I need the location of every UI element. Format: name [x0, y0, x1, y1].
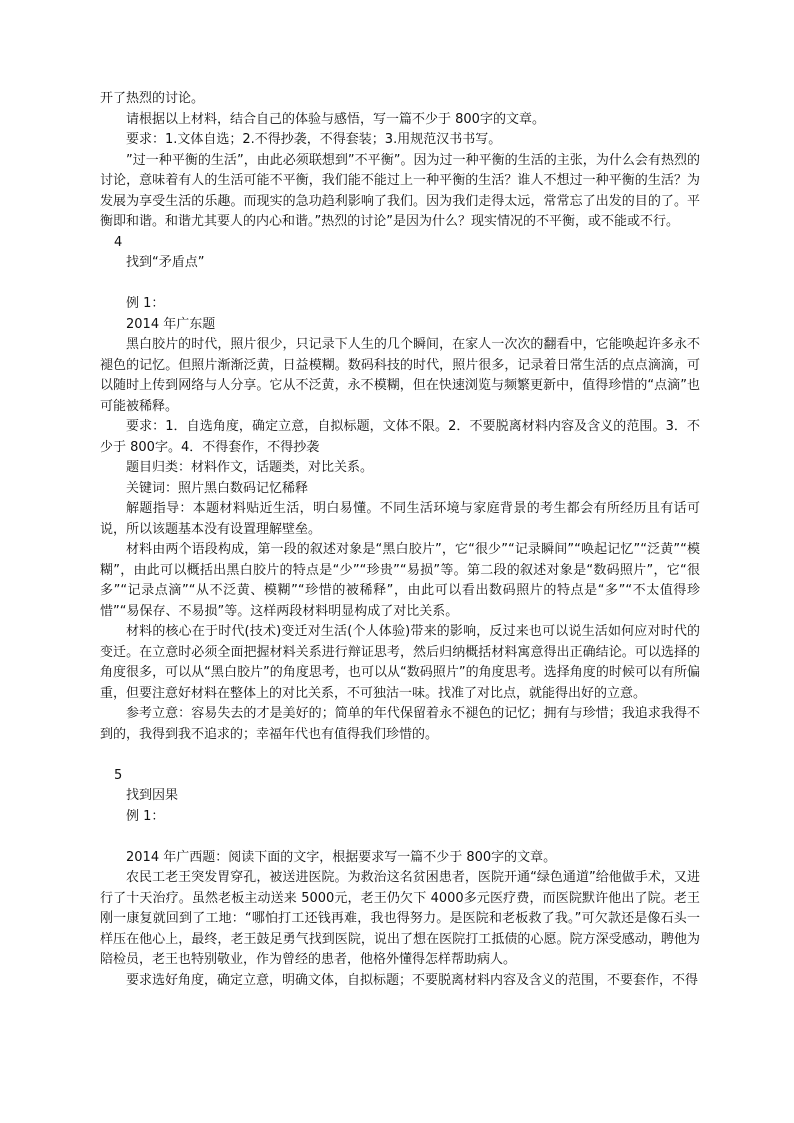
section-title-contradiction: 找到“矛盾点” [126, 255, 205, 270]
blank-line [100, 827, 700, 848]
example-label: 例 1： [126, 296, 165, 311]
example-material: 黑白胶片的时代，照片很少，只记录下人生的几个瞬间，在家人一次次的翻看中，它能唤起许多永不褪色的记忆。但照片渐渐泛黄，日益模糊。数码科技的时代，照片很多，记录着日常生活的点点滴滴，可以随时上传到网络与人分享。它从不泛黄，永不模糊，但在快速浏览与频繁更新中，值得珍惜的“点滴”也可能被稀释。 [100, 337, 700, 414]
example-reference-ideas: 参考立意：容易失去的才是美好的；简单的年代保留着永不褪色的记忆；拥有与珍惜；我追求我得不到的，我得到我不追求的；幸福年代也有值得我们珍惜的。 [100, 706, 700, 742]
section-title-cause-effect: 找到因果 [126, 788, 179, 803]
example-requirements: 要求：1．自选角度，确定立意，自拟标题，文体不限。2．不要脱离材料内容及含义的范围。3．不少于 800字。4．不得套作，不得抄袭 [100, 419, 700, 455]
example-label: 例 1： [126, 808, 165, 824]
example-type: 题目归类：材料作文，话题类，对比关系。 [126, 460, 374, 475]
blank-line [100, 274, 700, 295]
section-number-5: 5 [114, 767, 123, 783]
paragraph-requirements: 要求：1.文体自选；2.不得抄袭，不得套装；3.用规范汉书书写。 [126, 132, 502, 147]
paragraph-balance-analysis: ”过一种平衡的生活”，由此必须联想到”不平衡”。因为过一种平衡的生活的主张，为什么会有热烈的讨论，意味着有人的生活可能不平衡，我们能不能过上一种平衡的生活？谁人不想过一种平衡的生活？为发展为享受生活的乐趣。而现实的急功趋利影响了我们。因为我们走得太远，常常忘了出发的目的了。平衡即和谐。和谐尤其要人的内心和谐。”热烈的讨论”是因为什么？现实情况的不平衡，或不能或不行。 [100, 152, 700, 229]
example-keywords: 关键词：照片黑白数码记忆稀释 [126, 480, 309, 496]
paragraph-writing-prompt: 请根据以上材料，结合自己的体验与感悟，写一篇不少于 800字的文章。 [126, 111, 545, 127]
example-analysis-1: 材料由两个语段构成，第一段的叙述对象是“黑白胶片”，它“很少”“记录瞬间”“唤起记忆”“泛黄”“模糊”，由此可以概括出黑白胶片的特点是“少”“珍贵”“易损”等。第二段的叙述对象是“数码照片”，它“很多”“记录点滴”“从不泛黄、模糊”“珍惜的被稀释”，由此可以看出数码照片的特点是“多”“不太值得珍惜”“易保存、不易损”等。这样两段材料明显构成了对比关系。 [100, 542, 700, 619]
example-requirements: 要求选好角度，确定立意，明确文体，自拟标题；不要脱离材料内容及含义的范围，不要套作，不得 [126, 972, 699, 988]
example-analysis-2: 材料的核心在于时代(技术)变迁对生活(个人体验)带来的影响，反过来也可以说生活如何应对时代的变迁。在立意时必须全面把握材料关系进行辩证思考，然后归纳概括材料寓意得出正确结论。可以选择的角度很多，可以从“黑白胶片”的角度思考，也可以从“数码照片”的角度思考。选择角度的时候可以有所偏重，但要注意好材料在整体上的对比关系，不可独沽一味。找准了对比点，就能得出好的立意。 [100, 624, 700, 701]
document-body [100, 89, 700, 991]
example-source: 2014 年广西题：阅读下面的文字，根据要求写一篇不少于 800字的文章。 [126, 849, 557, 865]
section-number-4: 4 [114, 234, 123, 250]
example-source: 2014 年广东题 [126, 316, 216, 332]
paragraph-discussion-end: 开了热烈的讨论。 [100, 91, 205, 106]
blank-line [100, 745, 700, 766]
example-material: 农民工老王突发胃穿孔，被送进医院。为救治这名贫困患者，医院开通“绿色通道”给他做手术，又进行了十天治疗。虽然老板主动送来 5000元，老王仍欠下 4000多元医疗费，而医院默许他出了院。老王刚一康复就回到了工地：“哪怕打工还钱再难，我也得努力。是医院和老板救了我。”可欠款还是像石头一样压在他心上，最终，老王鼓足勇气找到医院，说出了想在医院打工抵债的心愿。院方深受感动，聘他为陪检员，老王也特别敬业，作为曾经的患者，他格外懂得怎样帮助病人。 [100, 870, 700, 967]
example-guide: 解题指导：本题材料贴近生活，明白易懂。不同生活环境与家庭背景的考生都会有所经历且有话可说，所以该题基本没有设置理解壁垒。 [100, 501, 700, 537]
